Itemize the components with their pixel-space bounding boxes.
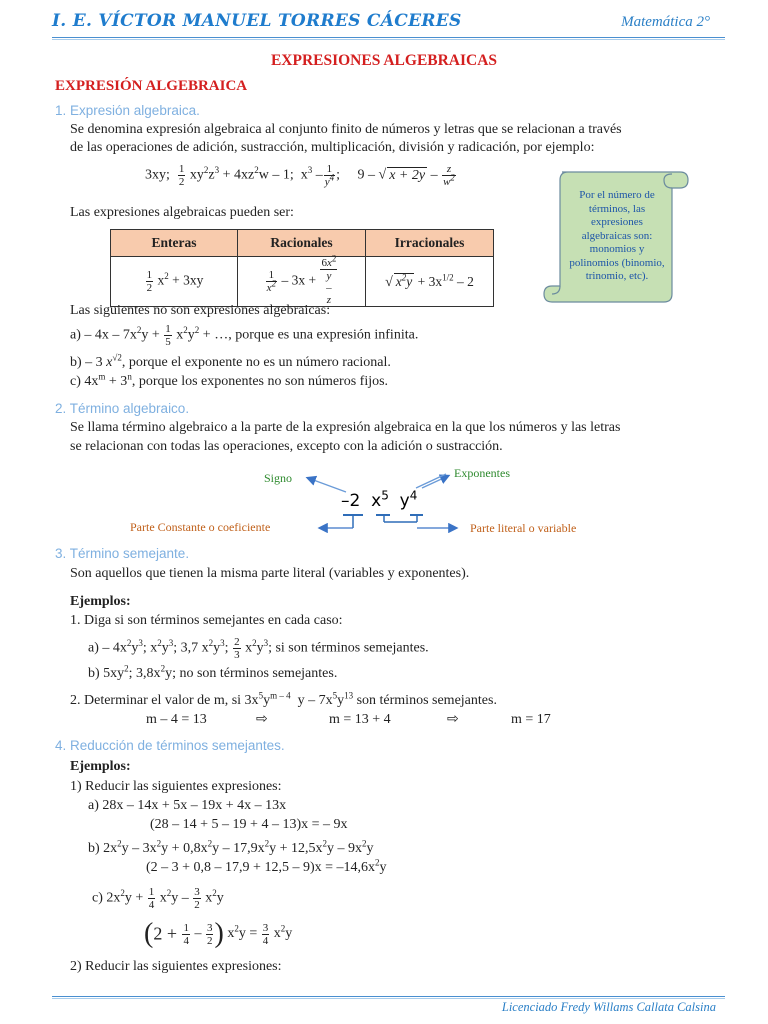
footer-rule-light bbox=[52, 998, 725, 999]
header-rule-light bbox=[52, 39, 725, 40]
exponentes-arrow-left bbox=[422, 476, 448, 488]
s1-item-b: b) – 3 $x^{√2}$, porque el exponente no es un número racional. bbox=[70, 352, 391, 370]
exponentes-arrow-right bbox=[416, 474, 446, 488]
section-title: EXPRESIÓN ALGEBRAICA bbox=[55, 78, 248, 94]
s1-paragraph-2: de las operaciones de adición, sustracción, multiplicación, división y radicación, por ejemplo: bbox=[70, 140, 595, 155]
s4-heading: 4. Reducción de términos semejantes. bbox=[55, 738, 285, 753]
table-row bbox=[111, 257, 494, 307]
label-exponentes: Exponentes bbox=[454, 466, 510, 480]
page-title: EXPRESIONES ALGEBRAICAS bbox=[270, 52, 498, 69]
header-rule bbox=[52, 37, 725, 38]
term-example: –2 $x^5$ $y^4$ bbox=[341, 488, 418, 511]
note-text: Por el número de términos, las expresiones algebraicas son: monomios y polinomios (binomio, trinomio, etc). bbox=[569, 189, 665, 282]
s1-paragraph-1: Se denomina expresión algebraica al conjunto finito de números y letras que se relacionan a través bbox=[70, 122, 622, 137]
s1-item-a: $a) - 4x - 7x^2y$ + $\frac{1}{5}$ $x^2y^2$ + …, porque es una expresión infinita. bbox=[70, 323, 419, 348]
s4-item-c: c) $2x^2y$ + $\frac{1}{4}$ $x^2y$ – $\frac{3}{2}$ $x^2y$ bbox=[92, 886, 224, 911]
label-literal: Parte literal o variable bbox=[470, 521, 577, 535]
table-header-irracionales: Irracionales bbox=[366, 230, 494, 257]
s3-example-2: 2. Determinar el valor de m, si $3x^5y^{m - 4}$ y – $7x^5y^{13}$ son términos semejantes. bbox=[70, 690, 497, 708]
s3-example-1a: $a) - 4x^2y^3$; $x^2y^3$; 3,7 $x^2y^3$; $\frac{2}{3}$ $x^2y^3$; si son términos semejantes. bbox=[88, 636, 429, 661]
s4-item-b: b) $2x^2y - 3x^2y + 0,8x^2y - 17,9x^2y + 12,5x^2y - 9x^2y$ bbox=[88, 838, 374, 856]
s1-types-intro: Las expresiones algebraicas pueden ser: bbox=[70, 205, 294, 220]
s4-examples-label: Ejemplos: bbox=[70, 759, 131, 774]
s1-not-intro: Las siguientes no son expresiones algebraicas: bbox=[70, 303, 331, 318]
table-header-enteras: Enteras bbox=[111, 230, 238, 257]
s3-step-2: m = 13 + 4 bbox=[329, 712, 391, 727]
signo-arrow bbox=[308, 478, 346, 492]
implies-icon: ⇨ bbox=[447, 712, 459, 727]
s2-paragraph-2: se relacionan con todas las operaciones, excepto con la adición o sustracción. bbox=[70, 439, 503, 454]
footer-author: Licenciado Fredy Willams Callata Calsina bbox=[501, 1000, 716, 1014]
label-signo: Signo bbox=[264, 471, 293, 485]
s2-paragraph-1: Se llama término algebraico a la parte de la expresión algebraica en la que los números y las letras bbox=[70, 420, 621, 435]
s1-heading: 1. Expresión algebraica. bbox=[55, 103, 200, 118]
s4-example-1: 1) Reducir las siguientes expresiones: bbox=[70, 779, 282, 794]
table-cell-irracionales: √ $x^2y + 3x^{1/2} - 2$ bbox=[366, 257, 494, 307]
s2-heading: 2. Término algebraico. bbox=[55, 401, 190, 416]
implies-icon: ⇨ bbox=[256, 712, 268, 727]
label-constante: Parte Constante o coeficiente bbox=[130, 520, 271, 534]
s3-example-1: 1. Diga si son términos semejantes en cada caso: bbox=[70, 613, 343, 628]
s4-item-a-result: (28 – 14 + 5 – 19 + 4 – 13)x = – 9x bbox=[150, 817, 348, 832]
s3-heading: 3. Término semejante. bbox=[55, 546, 190, 561]
s3-paragraph: Son aquellos que tienen la misma parte literal (variables y exponentes). bbox=[70, 566, 470, 581]
s4-item-b-result: $(2 - 3 + 0,8 - 17,9 + 12,5 - 9)x = -14,6x^2y$ bbox=[146, 857, 387, 875]
s3-step-3: m = 17 bbox=[511, 712, 551, 727]
s3-examples-label: Ejemplos: bbox=[70, 594, 131, 609]
s4-item-c-result: (2 + $\frac{1}{4}$ – $\frac{3}{2}$ ) $x^2y$ = $\frac{3}{4}$ $x^2y$ bbox=[144, 918, 293, 949]
s3-step-1: m – 4 = 13 bbox=[146, 712, 207, 727]
s3-example-1b: b) $5xy^2$; $3,8x^2y$; no son términos semejantes. bbox=[88, 663, 338, 681]
table-header-row bbox=[111, 230, 494, 257]
s4-example-2: 2) Reducir las siguientes expresiones: bbox=[70, 959, 282, 974]
table-header-racionales: Racionales bbox=[238, 230, 366, 257]
s4-item-a: a) 28x – 14x + 5x – 19x + 4x – 13x bbox=[88, 798, 287, 813]
expression-types-table bbox=[110, 229, 494, 307]
footer-rule bbox=[52, 996, 725, 997]
s1-examples: 3xy; $\frac{1}{2}$ $xy^2z^3 + 4xz^2w - 1$; $x^3$ – $\frac{1}{y^4}$ ; 9 – √ x + 2y – $\frac{z}{w^2}$ bbox=[145, 163, 455, 188]
table-cell-enteras: $\frac{1}{2}$ $x^2 + 3xy$ bbox=[111, 257, 238, 307]
school-name: I. E. VÍCTOR MANUEL TORRES CÁCERES bbox=[52, 11, 462, 31]
table-cell-racionales: $\frac{1}{x^2}$ – 3x + $6x^2$ y – z bbox=[238, 257, 366, 307]
subject-label: Matemática 2° bbox=[621, 14, 710, 30]
s1-item-c: c) $4x^m + 3^n$, porque los exponentes no son números fijos. bbox=[70, 371, 389, 389]
